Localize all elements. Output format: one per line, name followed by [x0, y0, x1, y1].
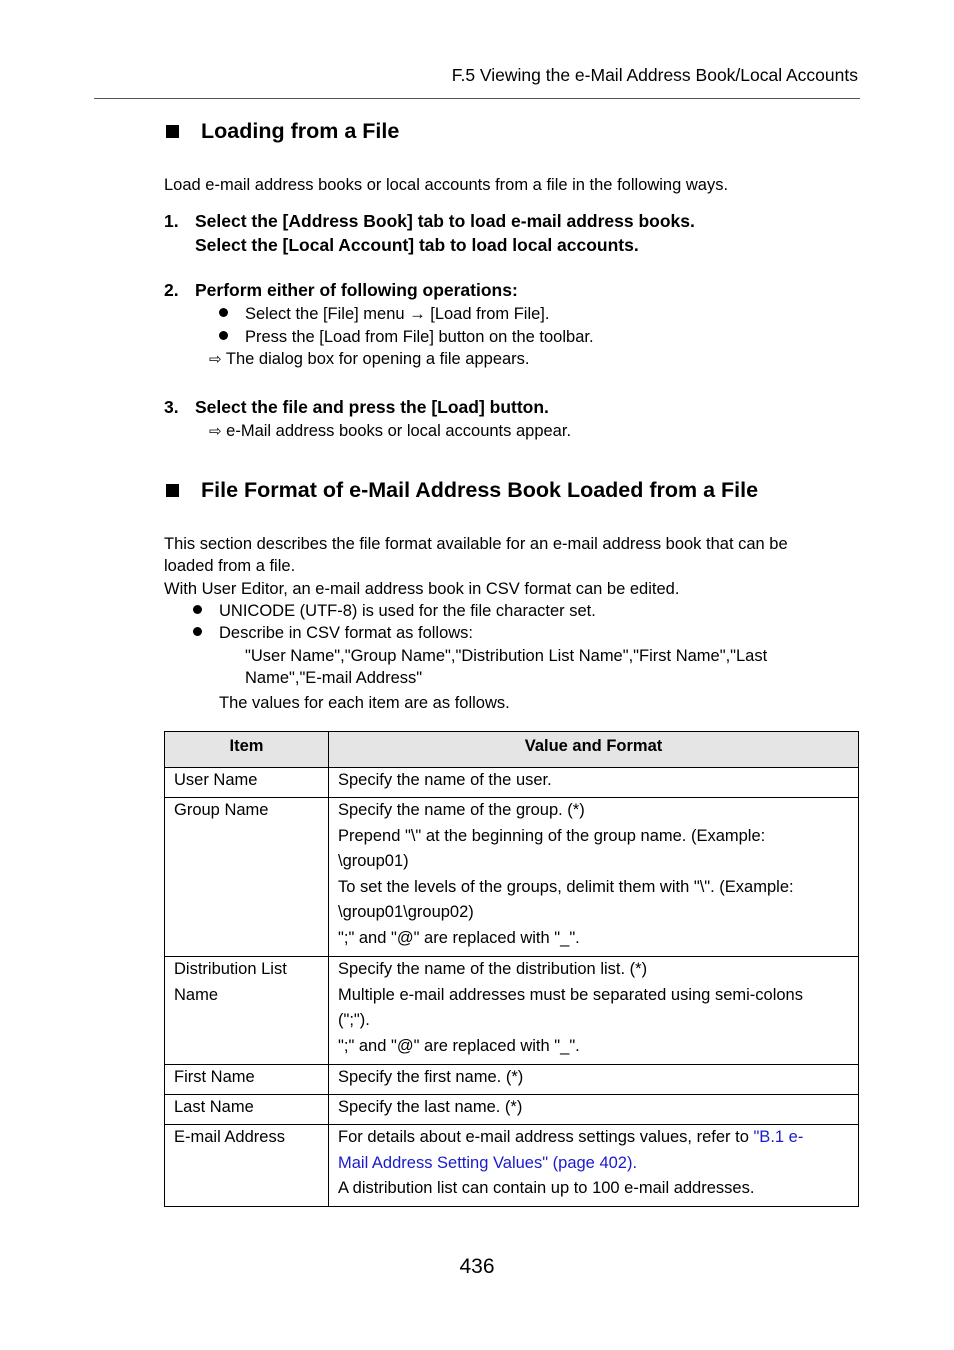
file-format-table — [164, 731, 859, 1207]
bullet-dot-icon — [219, 308, 228, 317]
step-1 — [164, 209, 695, 257]
value-text: To set the levels of the groups, delimit them with "\". (Example: — [338, 877, 794, 896]
value-text: Specify the name of the group. (*) — [338, 801, 585, 819]
square-bullet-icon — [166, 484, 179, 497]
item-text: Distribution List — [174, 960, 287, 978]
value-text: (";"). — [338, 1011, 370, 1029]
cross-reference-link[interactable]: "B.1 e- — [753, 1128, 804, 1146]
item-cell — [165, 1095, 329, 1125]
value-text: ";" and "@" are replaced with "_". — [338, 1036, 580, 1055]
value-cell — [329, 798, 859, 957]
csv-format-line: Name","E-mail Address" — [245, 669, 423, 687]
list-item — [219, 303, 549, 326]
bullet-dot-icon — [219, 331, 228, 340]
value-text: A distribution list can contain up to 100 e-mail addresses. — [338, 1179, 755, 1197]
result-text: The dialog box for opening a file appears. — [225, 350, 530, 368]
table-row — [165, 1065, 859, 1095]
column-header-item: Item — [165, 732, 329, 768]
value-text: Specify the name of the user. — [338, 771, 552, 789]
value-text: Multiple e-mail addresses must be separated using semi-colons — [338, 985, 803, 1004]
table-row — [165, 768, 859, 798]
step-2 — [164, 278, 518, 302]
value-text: Prepend "\" at the beginning of the group name. (Example: — [338, 826, 766, 845]
list-item-text: Describe in CSV format as follows: — [219, 624, 474, 642]
item-cell — [165, 1065, 329, 1095]
value-text: ";" and "@" are replaced with "_". — [338, 928, 580, 947]
step-number: 3. — [164, 397, 179, 417]
paragraph-line: loaded from a file. — [164, 557, 296, 575]
table-row — [165, 1125, 859, 1207]
page-number: 436 — [459, 1255, 495, 1278]
value-text: \group01) — [338, 852, 409, 870]
item-cell — [165, 1125, 329, 1207]
value-cell — [329, 768, 859, 798]
result-text: e-Mail address books or local accounts appear. — [226, 422, 572, 440]
section-heading-file-format — [164, 478, 758, 503]
table-row — [165, 798, 859, 957]
item-text: E-mail Address — [174, 1128, 285, 1146]
item-cell — [165, 798, 329, 957]
value-text-prefix: For details about e-mail address settings values, refer to — [338, 1128, 754, 1146]
csv-format-line: "User Name","Group Name","Distribution List Name","First Name","Last — [245, 647, 768, 665]
result-arrow-icon: ⇨ — [209, 423, 222, 440]
list-item — [193, 600, 596, 623]
step-result — [209, 348, 530, 372]
bullet-dot-icon — [193, 627, 202, 636]
section-intro: Load e-mail address books or local accounts from a file in the following ways. — [164, 176, 729, 194]
table-row — [165, 957, 859, 1065]
header-divider — [94, 98, 860, 99]
item-text: Group Name — [174, 801, 269, 819]
table-row — [165, 1095, 859, 1125]
table-header-row — [165, 732, 859, 768]
values-intro: The values for each item are as follows. — [219, 694, 510, 712]
item-text: Name — [174, 985, 219, 1004]
step-result — [209, 420, 571, 444]
item-cell — [165, 957, 329, 1065]
value-cell — [329, 1065, 859, 1095]
step-text: Select the [Local Account] tab to load local accounts. — [195, 235, 639, 255]
list-item-text: Select the [File] menu → [Load from File]. — [245, 305, 550, 323]
value-text — [338, 1125, 849, 1151]
step-number: 2. — [164, 280, 179, 300]
value-cell — [329, 1125, 859, 1207]
running-header: F.5 Viewing the e-Mail Address Book/Local Accounts — [451, 65, 858, 85]
step-text: Perform either of following operations: — [195, 280, 518, 300]
list-item-text: UNICODE (UTF-8) is used for the file character set. — [219, 602, 596, 620]
paragraph-line: This section describes the file format available for an e-mail address book that can be — [164, 535, 788, 553]
item-text: Last Name — [174, 1098, 254, 1116]
square-bullet-icon — [166, 125, 179, 138]
step-3 — [164, 395, 549, 419]
section-heading-loading — [164, 119, 399, 144]
cross-reference-link[interactable]: Mail Address Setting Values" (page 402). — [338, 1153, 638, 1172]
column-header-value: Value and Format — [329, 732, 859, 768]
section-title: Loading from a File — [201, 119, 400, 143]
paragraph-line: With User Editor, an e-mail address book in CSV format can be edited. — [164, 580, 680, 598]
item-text: First Name — [174, 1068, 255, 1086]
value-text: Specify the name of the distribution list. (*) — [338, 960, 648, 978]
item-cell — [165, 768, 329, 798]
list-item-text: Press the [Load from File] button on the toolbar. — [245, 328, 594, 346]
item-text: User Name — [174, 771, 258, 789]
list-item — [193, 622, 473, 645]
bullet-dot-icon — [193, 605, 202, 614]
list-item — [219, 326, 594, 349]
result-arrow-icon: ⇨ — [209, 351, 222, 368]
value-cell — [329, 1095, 859, 1125]
value-cell — [329, 957, 859, 1065]
step-text: Select the file and press the [Load] button. — [195, 397, 549, 417]
section-title: File Format of e-Mail Address Book Loaded from a File — [201, 478, 759, 502]
value-text: \group01\group02) — [338, 903, 474, 921]
value-text: Specify the first name. (*) — [338, 1068, 524, 1086]
step-number: 1. — [164, 211, 179, 231]
step-text: Select the [Address Book] tab to load e-mail address books. — [195, 211, 695, 231]
value-text: Specify the last name. (*) — [338, 1098, 523, 1116]
